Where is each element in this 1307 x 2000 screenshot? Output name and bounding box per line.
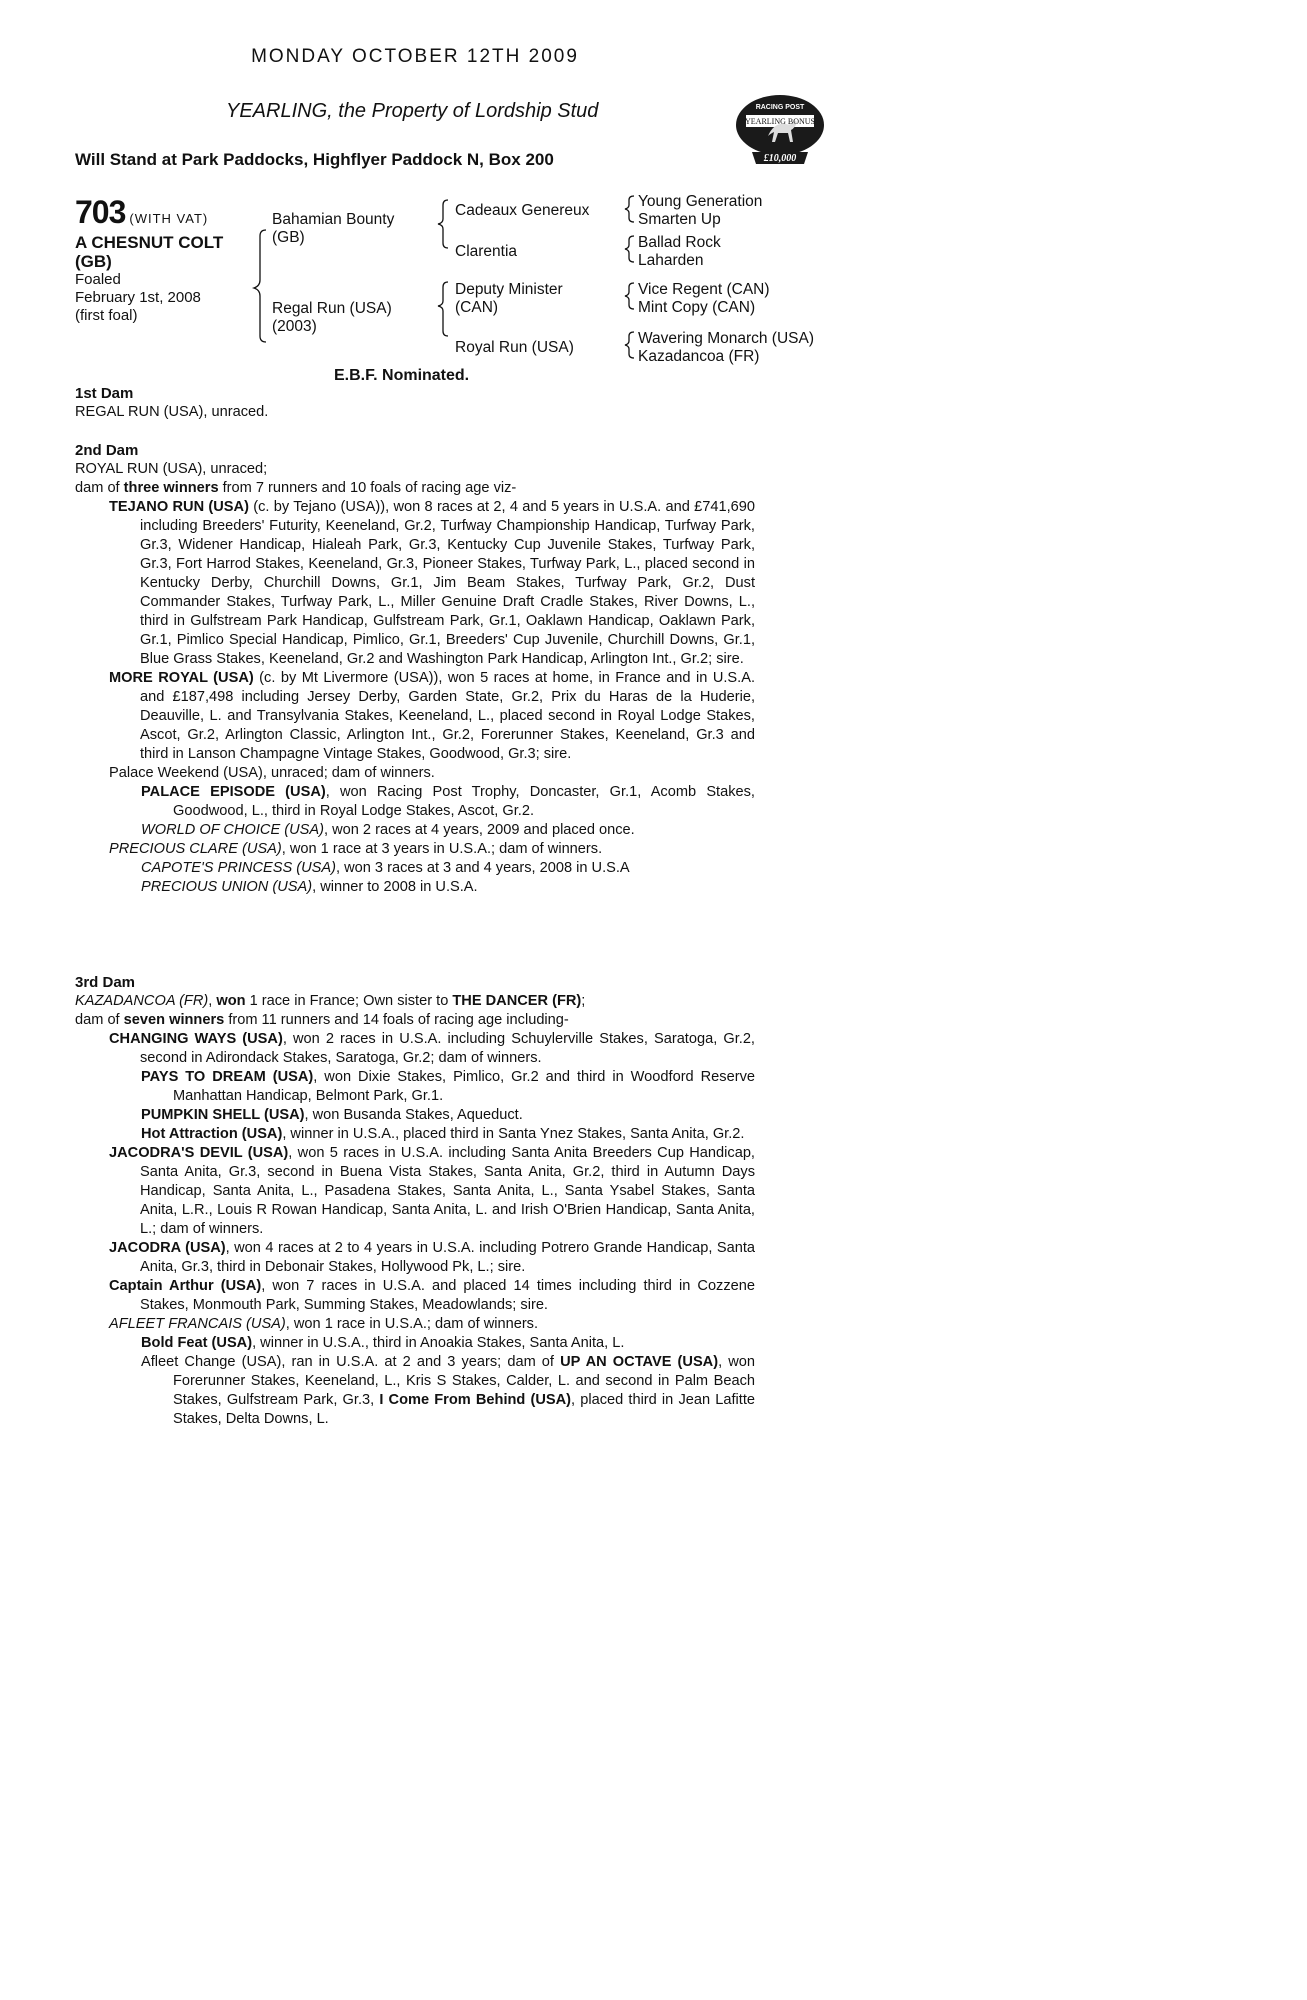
bracket-sire xyxy=(438,200,448,248)
consignor-title: YEARLING, the Property of Lordship Stud xyxy=(226,100,599,122)
first-dam-heading: 1st Dam xyxy=(75,385,134,402)
dam-sire-country: (CAN) xyxy=(455,299,499,316)
record: , won 2 races in U.S.A. including Schuylerville Stakes, Saratoga, Gr.2, second in Adirondack Stakes, Saratoga, Gr.2; dam of winners. xyxy=(140,1031,755,1066)
horse-name: PALACE EPISODE (USA) xyxy=(141,784,326,800)
badge-amount-text: £10,000 xyxy=(763,153,797,164)
horse-name: PRECIOUS CLARE (USA) xyxy=(109,841,282,857)
first-dam-text: REGAL RUN (USA), unraced. xyxy=(75,404,269,420)
horse-name: UP AN OCTAVE (USA) xyxy=(560,1354,719,1370)
dds: Wavering Monarch (USA) xyxy=(638,330,815,347)
second-dam-line2 xyxy=(75,479,755,498)
stand-location: Will Stand at Park Paddocks, Highflyer Paddock N, Box 200 xyxy=(75,150,554,169)
dam xyxy=(272,300,392,336)
horse-name: KAZADANCOA (FR) xyxy=(75,993,209,1009)
sale-date: MONDAY OCTOBER 12TH 2009 xyxy=(251,46,579,67)
record: Afleet Change (USA), ran in U.S.A. at 2 and 3 years; dam of xyxy=(141,1354,561,1370)
lot-number: 703 xyxy=(75,194,126,230)
text: from 11 runners and 14 foals of racing age including- xyxy=(224,1012,569,1028)
third-dam-section xyxy=(75,973,755,1429)
sire xyxy=(272,211,394,247)
record: , won 3 races at 3 and 4 years, 2008 in U.S.A xyxy=(335,860,630,876)
progeny-pays-to-dream xyxy=(75,1068,755,1106)
record: , won 1 race at 3 years in U.S.A.; dam of winners. xyxy=(281,841,603,857)
progeny-captain-arthur xyxy=(75,1277,755,1315)
text: from 7 runners and 10 foals of racing age viz- xyxy=(218,480,517,496)
progeny-palace-weekend: Palace Weekend (USA), unraced; dam of winners. xyxy=(109,765,435,781)
second-dam-section xyxy=(75,441,755,897)
colt-line-1: A CHESNUT COLT xyxy=(75,233,224,252)
bracket-sire-dam xyxy=(254,230,266,342)
sire-name: Bahamian Bounty xyxy=(272,211,395,228)
sire-dam: Clarentia xyxy=(455,243,518,260)
third-dam-line2 xyxy=(75,1011,755,1030)
horse-name: JACODRA'S DEVIL (USA) xyxy=(109,1145,289,1161)
first-dam-section xyxy=(75,384,755,422)
progeny-jacodras-devil xyxy=(75,1144,755,1239)
horse-name: AFLEET FRANCAIS (USA) xyxy=(109,1316,286,1332)
horse-name: PUMPKIN SHELL (USA) xyxy=(141,1107,305,1123)
second-dam-line1: ROYAL RUN (USA), unraced; xyxy=(75,461,268,477)
dsd: Mint Copy (CAN) xyxy=(638,299,756,316)
sss: Young Generation xyxy=(638,193,763,210)
record: , won 2 races at 4 years, 2009 and placed once. xyxy=(323,822,635,838)
record: , won 1 race in U.S.A.; dam of winners. xyxy=(285,1316,539,1332)
record: , won 5 races in U.S.A. including Santa Anita Breeders Cup Handicap, Santa Anita, Gr.3, second in Buena Vista Stakes, Santa Anita, Gr.2, third in Autumn Days Handicap, Santa Anita, L., Pasadena Stakes, Santa Anita, L., Santa Ysabel Stakes, Santa Anita, L.R., Louis R Rowan Handicap, Santa Anita, L. and Irish O'Brien Handicap, Santa Anita, L.; dam of winners. xyxy=(140,1145,755,1237)
record: , won Busanda Stakes, Aqueduct. xyxy=(304,1107,523,1123)
horse-name: JACODRA (USA) xyxy=(109,1240,226,1256)
dam-sire-name: Deputy Minister xyxy=(455,281,563,298)
progeny-bold-feat xyxy=(75,1334,755,1353)
horse-name: TEJANO RUN (USA) xyxy=(109,499,249,515)
winners-count: three winners xyxy=(123,480,219,496)
bracket-dd xyxy=(625,332,634,358)
pedigree-brackets xyxy=(0,0,900,380)
progeny-changing-ways xyxy=(75,1030,755,1068)
text: ; xyxy=(581,993,586,1009)
progeny-jacodra xyxy=(75,1239,755,1277)
badge-middle-text: YEARLING BONUS xyxy=(745,117,815,126)
dam-sire xyxy=(455,281,563,317)
record: , winner in U.S.A., placed third in Santa Ynez Stakes, Santa Anita, Gr.2. xyxy=(282,1126,745,1142)
horse-name: WORLD OF CHOICE (USA) xyxy=(141,822,324,838)
horse-name: Hot Attraction (USA) xyxy=(141,1126,283,1142)
colt-line-2: (GB) xyxy=(75,252,112,271)
sire-sire: Cadeaux Genereux xyxy=(455,202,590,219)
dam-year: (2003) xyxy=(272,318,317,335)
record: , winner to 2008 in U.S.A. xyxy=(312,879,478,895)
bracket-ds xyxy=(625,283,634,309)
ssd: Smarten Up xyxy=(638,211,721,228)
third-dam-line1: KAZADANCOA (FR), won 1 race in France; Own sister to THE DANCER (FR); xyxy=(75,993,586,1009)
second-dam-heading: 2nd Dam xyxy=(75,442,139,459)
record: , won Dixie Stakes, Pimlico, Gr.2 and third in Woodford Reserve Manhattan Handicap, Belmont Park, Gr.1. xyxy=(173,1069,755,1104)
horse-name: PAYS TO DREAM (USA) xyxy=(141,1069,314,1085)
foaled-label: Foaled xyxy=(75,271,121,288)
progeny-precious-union xyxy=(75,878,755,897)
ddd: Kazadancoa (FR) xyxy=(638,348,760,365)
progeny-tejano-run xyxy=(75,498,755,669)
record: (c. by Tejano (USA)), won 8 races at 2, 4 and 5 years in U.S.A. and £741,690 including Breeders' Futurity, Keeneland, Gr.2, Turfway Championship Handicap, Turfway Park, Gr.3, Widener Handicap, Hialeah Park, Gr.3, Kentucky Cup Juvenile Stakes, Turfway Park, Gr.3, Fort Harrod Stakes, Keeneland, Gr.3, Pioneer Stakes, Turfway Park, L., placed second in Kentucky Derby, Churchill Downs, Gr.1, Jim Beam Stakes, Turfway Park, Gr.2, Dust Commander Stakes, Turfway Park, L., Miller Genuine Draft Cradle Stakes, River Downs, L., third in Gulfstream Park Handicap, Gulfstream Park, Gr.1, Oaklawn Handicap, Oaklawn Park, Gr.1, Pimlico Special Handicap, Pimlico, Gr.1, Breeders' Cup Juvenile, Churchill Downs, Gr.1, Blue Grass Stakes, Keeneland, Gr.2 and Washington Park Handicap, Arlington Int., Gr.2; sire. xyxy=(140,499,755,667)
sister-name: THE DANCER (FR) xyxy=(452,993,582,1009)
horse-name: Captain Arthur (USA) xyxy=(109,1278,262,1294)
progeny-hot-attraction xyxy=(75,1125,755,1144)
bracket-ss xyxy=(625,196,634,222)
text: dam of xyxy=(75,480,124,496)
record: , won 7 races in U.S.A. and placed 14 times including third in Cozzene Stakes, Monmouth Park, Summing Stakes, Meadowlands; sire. xyxy=(140,1278,756,1313)
dss: Vice Regent (CAN) xyxy=(638,281,770,298)
horse-name: CAPOTE'S PRINCESS (USA) xyxy=(141,860,336,876)
dam-name: Regal Run (USA) xyxy=(272,300,392,317)
record: , won Forerunner Stakes, Keeneland, L., Kris S Stakes, Calder, L. and second in Palm Beach Stakes, Gulfstream Park, Gr.3, xyxy=(173,1354,755,1408)
progeny-more-royal xyxy=(75,669,755,764)
progeny-palace-episode xyxy=(75,783,755,821)
progeny-afleet-change xyxy=(75,1353,755,1429)
third-dam-heading: 3rd Dam xyxy=(75,974,136,991)
record: , placed third in Jean Lafitte Stakes, Delta Downs, L. xyxy=(173,1392,755,1427)
horse-name: MORE ROYAL (USA) xyxy=(109,670,254,686)
progeny-afleet-francais xyxy=(75,1315,755,1334)
vat-note: (WITH VAT) xyxy=(129,211,209,226)
progeny-pumpkin-shell xyxy=(75,1106,755,1125)
horse-name: CHANGING WAYS (USA) xyxy=(109,1031,283,1047)
sdd: Laharden xyxy=(638,252,704,269)
horse-name: PRECIOUS UNION (USA) xyxy=(141,879,313,895)
record: (c. by Mt Livermore (USA)), won 5 races at home, in France and in U.S.A. and £187,498 including Jersey Derby, Garden State, Gr.2, Prix du Haras de la Huderie, Deauville, L. and Transylvania Stakes, Keeneland, L., placed second in Royal Lodge Stakes, Ascot, Gr.2, Arlington Classic, Arlington Int., Gr.2, Forerunner Stakes, Keeneland, Gr.3 and third in Lanson Champagne Vintage Stakes, Goodwood, Gr.3; sire. xyxy=(140,670,755,762)
winners-count: seven winners xyxy=(123,1012,225,1028)
sire-country: (GB) xyxy=(272,229,305,246)
progeny-capotes-princess xyxy=(75,859,755,878)
ebf-nomination: E.B.F. Nominated. xyxy=(334,367,470,384)
bracket-sd xyxy=(625,236,634,262)
horse-name: Bold Feat (USA) xyxy=(141,1335,253,1351)
text: dam of xyxy=(75,1012,124,1028)
progeny-world-of-choice xyxy=(75,821,755,840)
progeny-precious-clare xyxy=(75,840,755,859)
foaled-note: (first foal) xyxy=(75,307,138,324)
record: , winner in U.S.A., third in Anoakia Stakes, Santa Anita, L. xyxy=(252,1335,625,1351)
text: 1 race in France; Own sister to xyxy=(245,993,453,1009)
badge-top-text: RACING POST xyxy=(755,104,805,111)
foaled-date: February 1st, 2008 xyxy=(75,289,201,306)
record: , won 4 races at 2 to 4 years in U.S.A. including Potrero Grande Handicap, Santa Anita, Gr.3, third in Debonair Stakes, Hollywood Pk, L.; sire. xyxy=(140,1240,755,1275)
bracket-dam xyxy=(438,282,448,336)
record: , won Racing Post Trophy, Doncaster, Gr.1, Acomb Stakes, Goodwood, L., third in Royal Lodge Stakes, Ascot, Gr.2. xyxy=(173,784,755,819)
horse-name: I Come From Behind (USA) xyxy=(379,1392,572,1408)
sds: Ballad Rock xyxy=(638,234,721,251)
dam-dam: Royal Run (USA) xyxy=(455,339,574,356)
won-label: won xyxy=(216,993,246,1009)
